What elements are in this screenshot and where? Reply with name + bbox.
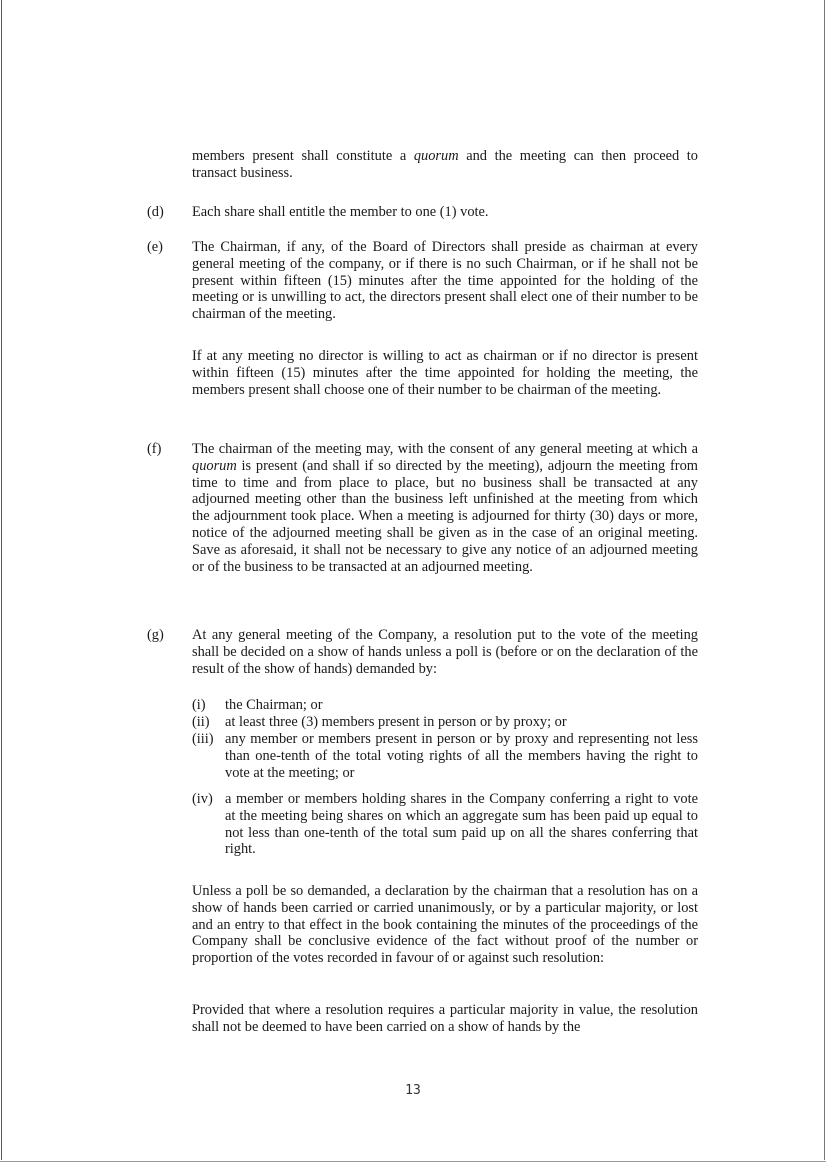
list-item-label: (iii) xyxy=(192,731,214,747)
list-item-label: (ii) xyxy=(192,714,210,730)
list-item-text: any member or members present in person or by proxy and representing not less than one-tenth of the total voting rights of all the members having the right to vote at the meeting; or xyxy=(225,731,698,781)
clause-f-text-start: The chairman of the meeting may, with the consent of any general meeting at which a xyxy=(192,441,698,457)
scan-edge-left xyxy=(1,0,2,1160)
quorum-term: quorum xyxy=(192,457,237,474)
clause-e-text-2: If at any meeting no director is willing to act as chairman or if no director is present within fifteen (15) minutes after the time appointed for holding the meeting, the members present shall choose one of their number to be chairman of the meeting. xyxy=(192,348,698,398)
scan-edge-right xyxy=(824,0,825,1160)
list-item-label: (i) xyxy=(192,697,206,713)
clause-f-label: (f) xyxy=(147,441,162,457)
continuation-text-end: and the meeting can then proceed to transact business. xyxy=(192,148,698,181)
list-item-label: (iv) xyxy=(192,791,213,807)
clause-g-text-2: Unless a poll be so demanded, a declaration by the chairman that a resolution has on a show of hands been carried or carried unanimously, or by a particular majority, or lost and an entry to that effect in the book containing the minutes of the proceedings of the Company shall be conclusive evidence of the fact without proof of the number or proportion of the votes recorded in favour of or against such resolution: xyxy=(192,883,698,967)
clause-d-label: (d) xyxy=(147,204,164,220)
scan-edge-bottom xyxy=(0,1161,826,1162)
continuation-paragraph xyxy=(192,148,698,182)
clause-d-text: Each share shall entitle the member to one (1) vote. xyxy=(192,204,489,220)
clause-e-label: (e) xyxy=(147,239,163,255)
quorum-term: quorum xyxy=(413,148,459,164)
clause-g-label: (g) xyxy=(147,627,164,643)
clause-f-text-end: is present (and shall if so directed by the meeting), adjourn the meeting from time to time and from place to place, but no business shall be transacted at any adjourned meeting other than the business left unfinished at the meeting from which the adjournment took place. When a meeting is adjourned for thirty (30) days or more, notice of the adjourned meeting shall be given as in the case of an original meeting. Save as aforesaid, it shall not be necessary to give any notice of an adjourned meeting or of the business to be transacted at an adjourned meeting. xyxy=(192,457,698,575)
continuation-text-start: members present shall constitute a xyxy=(192,148,414,164)
clause-g-text-3: Provided that where a resolution requires a particular majority in value, the resolution shall not be deemed to have been carried on a show of hands by the xyxy=(192,1002,698,1035)
clause-e-text: The Chairman, if any, of the Board of Directors shall preside as chairman at every general meeting of the company, or if there is no such Chairman, or if he shall not be present within fifteen (15) minutes after the time appointed for the holding of the meeting or is unwilling to act, the directors present shall elect one of their number to be chairman of the meeting. xyxy=(192,239,698,323)
page-number: 13 xyxy=(405,1083,421,1098)
clause-f-text xyxy=(192,441,698,575)
list-item-text: a member or members holding shares in the Company conferring a right to vote at the meeting being shares on which an aggregate sum has been paid up equal to not less than one-tenth of the total sum paid up on all the shares conferring that right. xyxy=(225,791,698,858)
clause-g-text: At any general meeting of the Company, a resolution put to the vote of the meeting shall be decided on a show of hands unless a poll is (before or on the declaration of the result of the show of hands) demanded by: xyxy=(192,627,698,677)
list-item-text: at least three (3) members present in person or by proxy; or xyxy=(225,714,567,730)
list-item-text: the Chairman; or xyxy=(225,697,323,713)
